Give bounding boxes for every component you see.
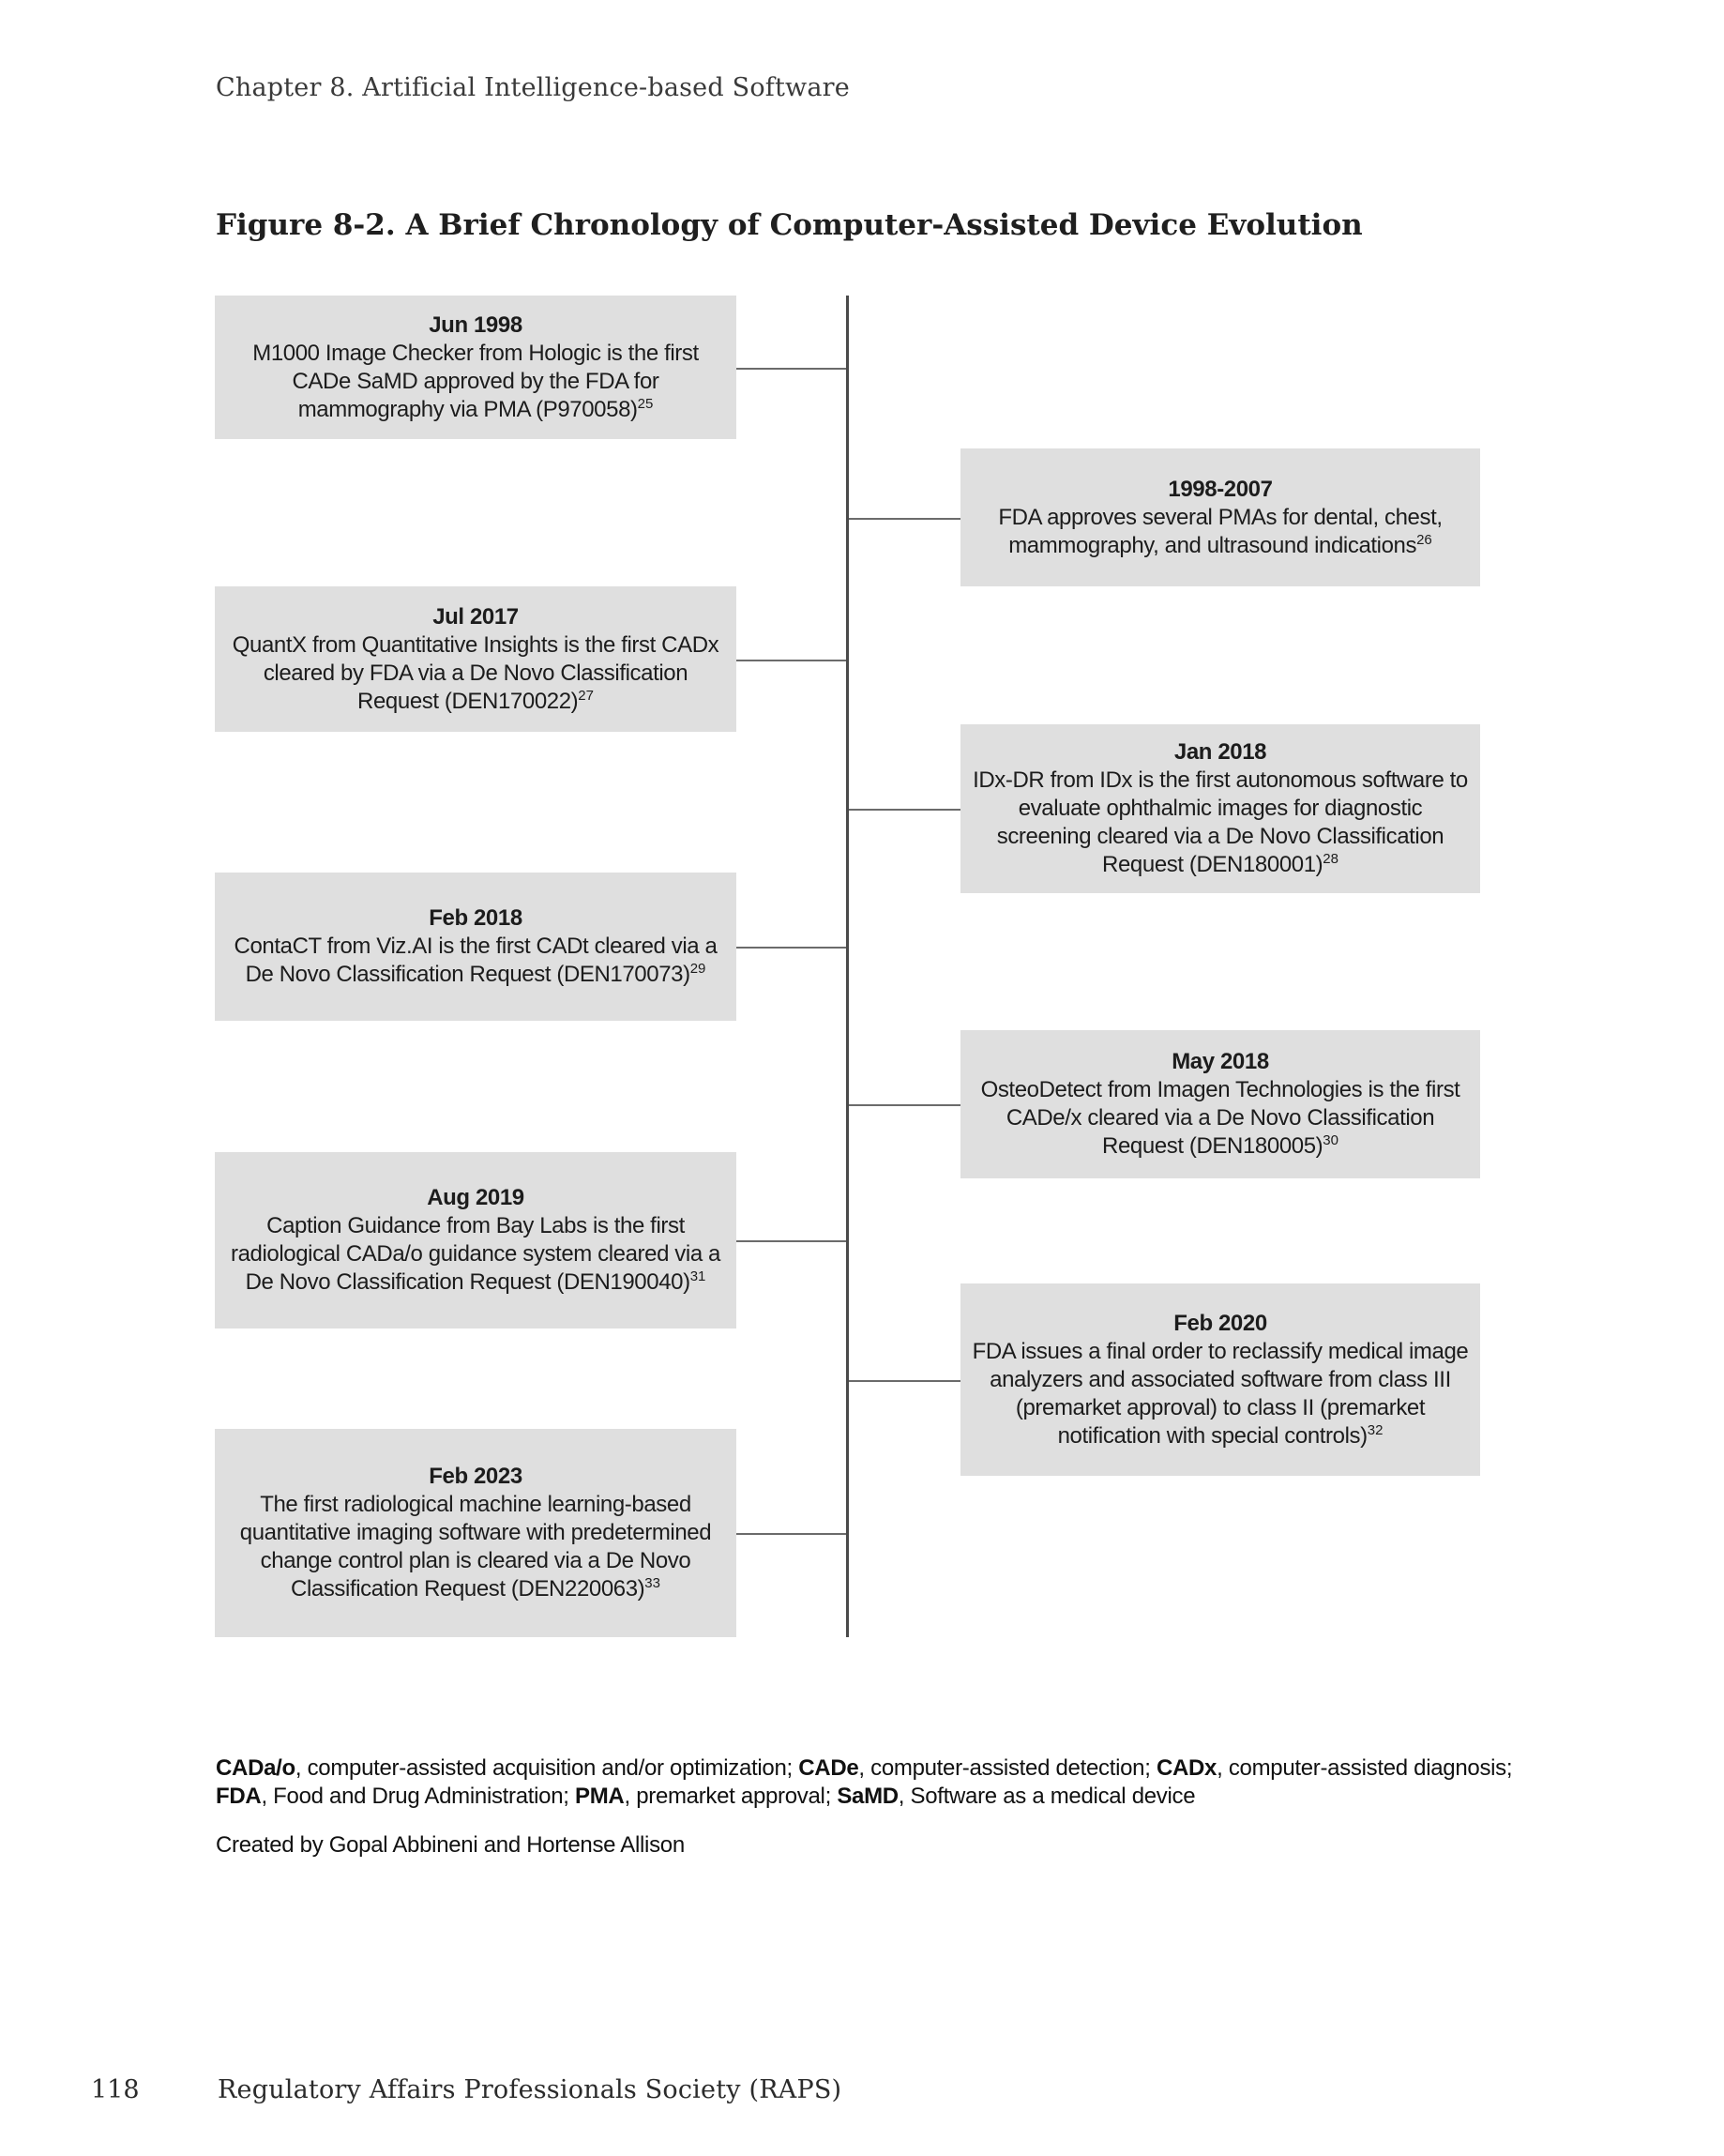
entry-description: The first radiological machine learning-based quantitative imaging software with predetermined change control plan is cleared via a De Novo Classification Request $(DEN220063)^{33}$ [239, 1492, 712, 1602]
connector-line [736, 368, 846, 370]
entry-description: IDx-DR from IDx is the first autonomous software to evaluate ophthalmic images for diagnostic screening cleared via a De Novo Classification Request $(DEN180001)^{28}$ [973, 767, 1468, 877]
abbreviation-term: SaMD [837, 1784, 899, 1809]
connector-line [849, 809, 960, 811]
connector-line [736, 947, 846, 949]
connector-line [849, 1104, 960, 1106]
abbreviation-term: CADx [1156, 1755, 1217, 1781]
connector-line [849, 1380, 960, 1382]
chapter-header: Chapter 8. Artificial Intelligence-based Software [216, 73, 850, 102]
publisher-name: Regulatory Affairs Professionals Society (RAPS) [218, 2075, 842, 2104]
entry-date: May 2018 [1172, 1049, 1269, 1074]
entry-description: M1000 Image Checker from Hologic is the first CADe SaMD approved by the FDA for mammography via PMA $(P970058)^{25}$ [252, 340, 699, 422]
connector-line [736, 660, 846, 661]
abbreviation-term: CADe [798, 1755, 859, 1781]
credit-footnote: Created by Gopal Abbineni and Hortense Allison [216, 1832, 685, 1858]
abbreviation-term: PMA [575, 1784, 625, 1809]
entry-reference-number: 25 [637, 395, 654, 412]
timeline-entry-feb-2018 [215, 873, 736, 1021]
entry-date: 1998-2007 [1168, 476, 1273, 502]
entry-reference-number: 30 [1323, 1132, 1338, 1148]
entry-reference-number: 33 [644, 1575, 660, 1591]
entry-description: FDA issues a final order to reclassify medical image analyzers and associated software from class III (premarket approval) to class II (premarket notification with special controls)$^{32}$ [972, 1338, 1469, 1449]
timeline-axis-line [846, 296, 849, 1637]
timeline-entry-aug-2019 [215, 1152, 736, 1329]
abbreviations-footnote: CADa/o, computer-assisted acquisition and/or optimization; CADe, computer-assisted detection; CADx, computer-assisted diagnosis; FDA, Food and Drug Administration; PMA, premarket approval; SaMD, Software as a medical device [216, 1755, 1513, 1809]
entry-description: Caption Guidance from Bay Labs is the first radiological CADa/o guidance system cleared via a De Novo Classification Request $(DEN190040)^{31}$ [230, 1213, 721, 1295]
entry-date: Feb 2018 [429, 905, 522, 931]
timeline-entry-may-2018 [960, 1030, 1480, 1178]
abbreviation-term: CADa/o [216, 1755, 295, 1781]
connector-line [736, 1240, 846, 1242]
timeline-entry-feb-2020 [960, 1283, 1480, 1476]
entry-description: QuantX from Quantitative Insights is the first CADx cleared by FDA via a De Novo Classification Request $(DEN170022)^{27}$ [232, 631, 719, 714]
timeline-entry-jun-1998 [215, 296, 736, 439]
entry-reference-number: 28 [1323, 851, 1338, 867]
connector-line [849, 518, 960, 520]
figure-title: Figure 8-2. A Brief Chronology of Computer-Assisted Device Evolution [216, 208, 1363, 242]
timeline-entry-1998-2007 [960, 448, 1480, 586]
entry-date: Aug 2019 [427, 1185, 524, 1210]
entry-date: Feb 2020 [1173, 1310, 1267, 1336]
entry-description: FDA approves several PMAs for dental, chest, mammography, and ultrasound indications$^{26}$ [998, 504, 1443, 558]
entry-reference-number: 32 [1367, 1421, 1384, 1438]
page-number: 118 [91, 2075, 140, 2104]
connector-line [736, 1533, 846, 1535]
entry-reference-number: 31 [689, 1268, 706, 1284]
timeline-entry-jul-2017 [215, 586, 736, 732]
entry-description: ContaCT from Viz.AI is the first CADt cleared via a De Novo Classification Request $(DEN170073)^{29}$ [234, 934, 718, 987]
entry-description: OsteoDetect from Imagen Technologies is the first CADe/x cleared via a De Novo Classification Request $(DEN180005)^{30}$ [980, 1077, 1460, 1159]
timeline-entry-jan-2018 [960, 724, 1480, 893]
entry-reference-number: 26 [1416, 531, 1432, 548]
entry-date: Jun 1998 [429, 311, 522, 338]
entry-date: Jan 2018 [1173, 739, 1267, 765]
timeline-entry-feb-2023 [215, 1429, 736, 1637]
entry-reference-number: 27 [578, 687, 594, 704]
entry-reference-number: 29 [689, 961, 706, 977]
entry-date: Feb 2023 [429, 1464, 522, 1489]
abbreviation-term: FDA [216, 1784, 262, 1809]
entry-date: Jul 2017 [432, 603, 519, 630]
